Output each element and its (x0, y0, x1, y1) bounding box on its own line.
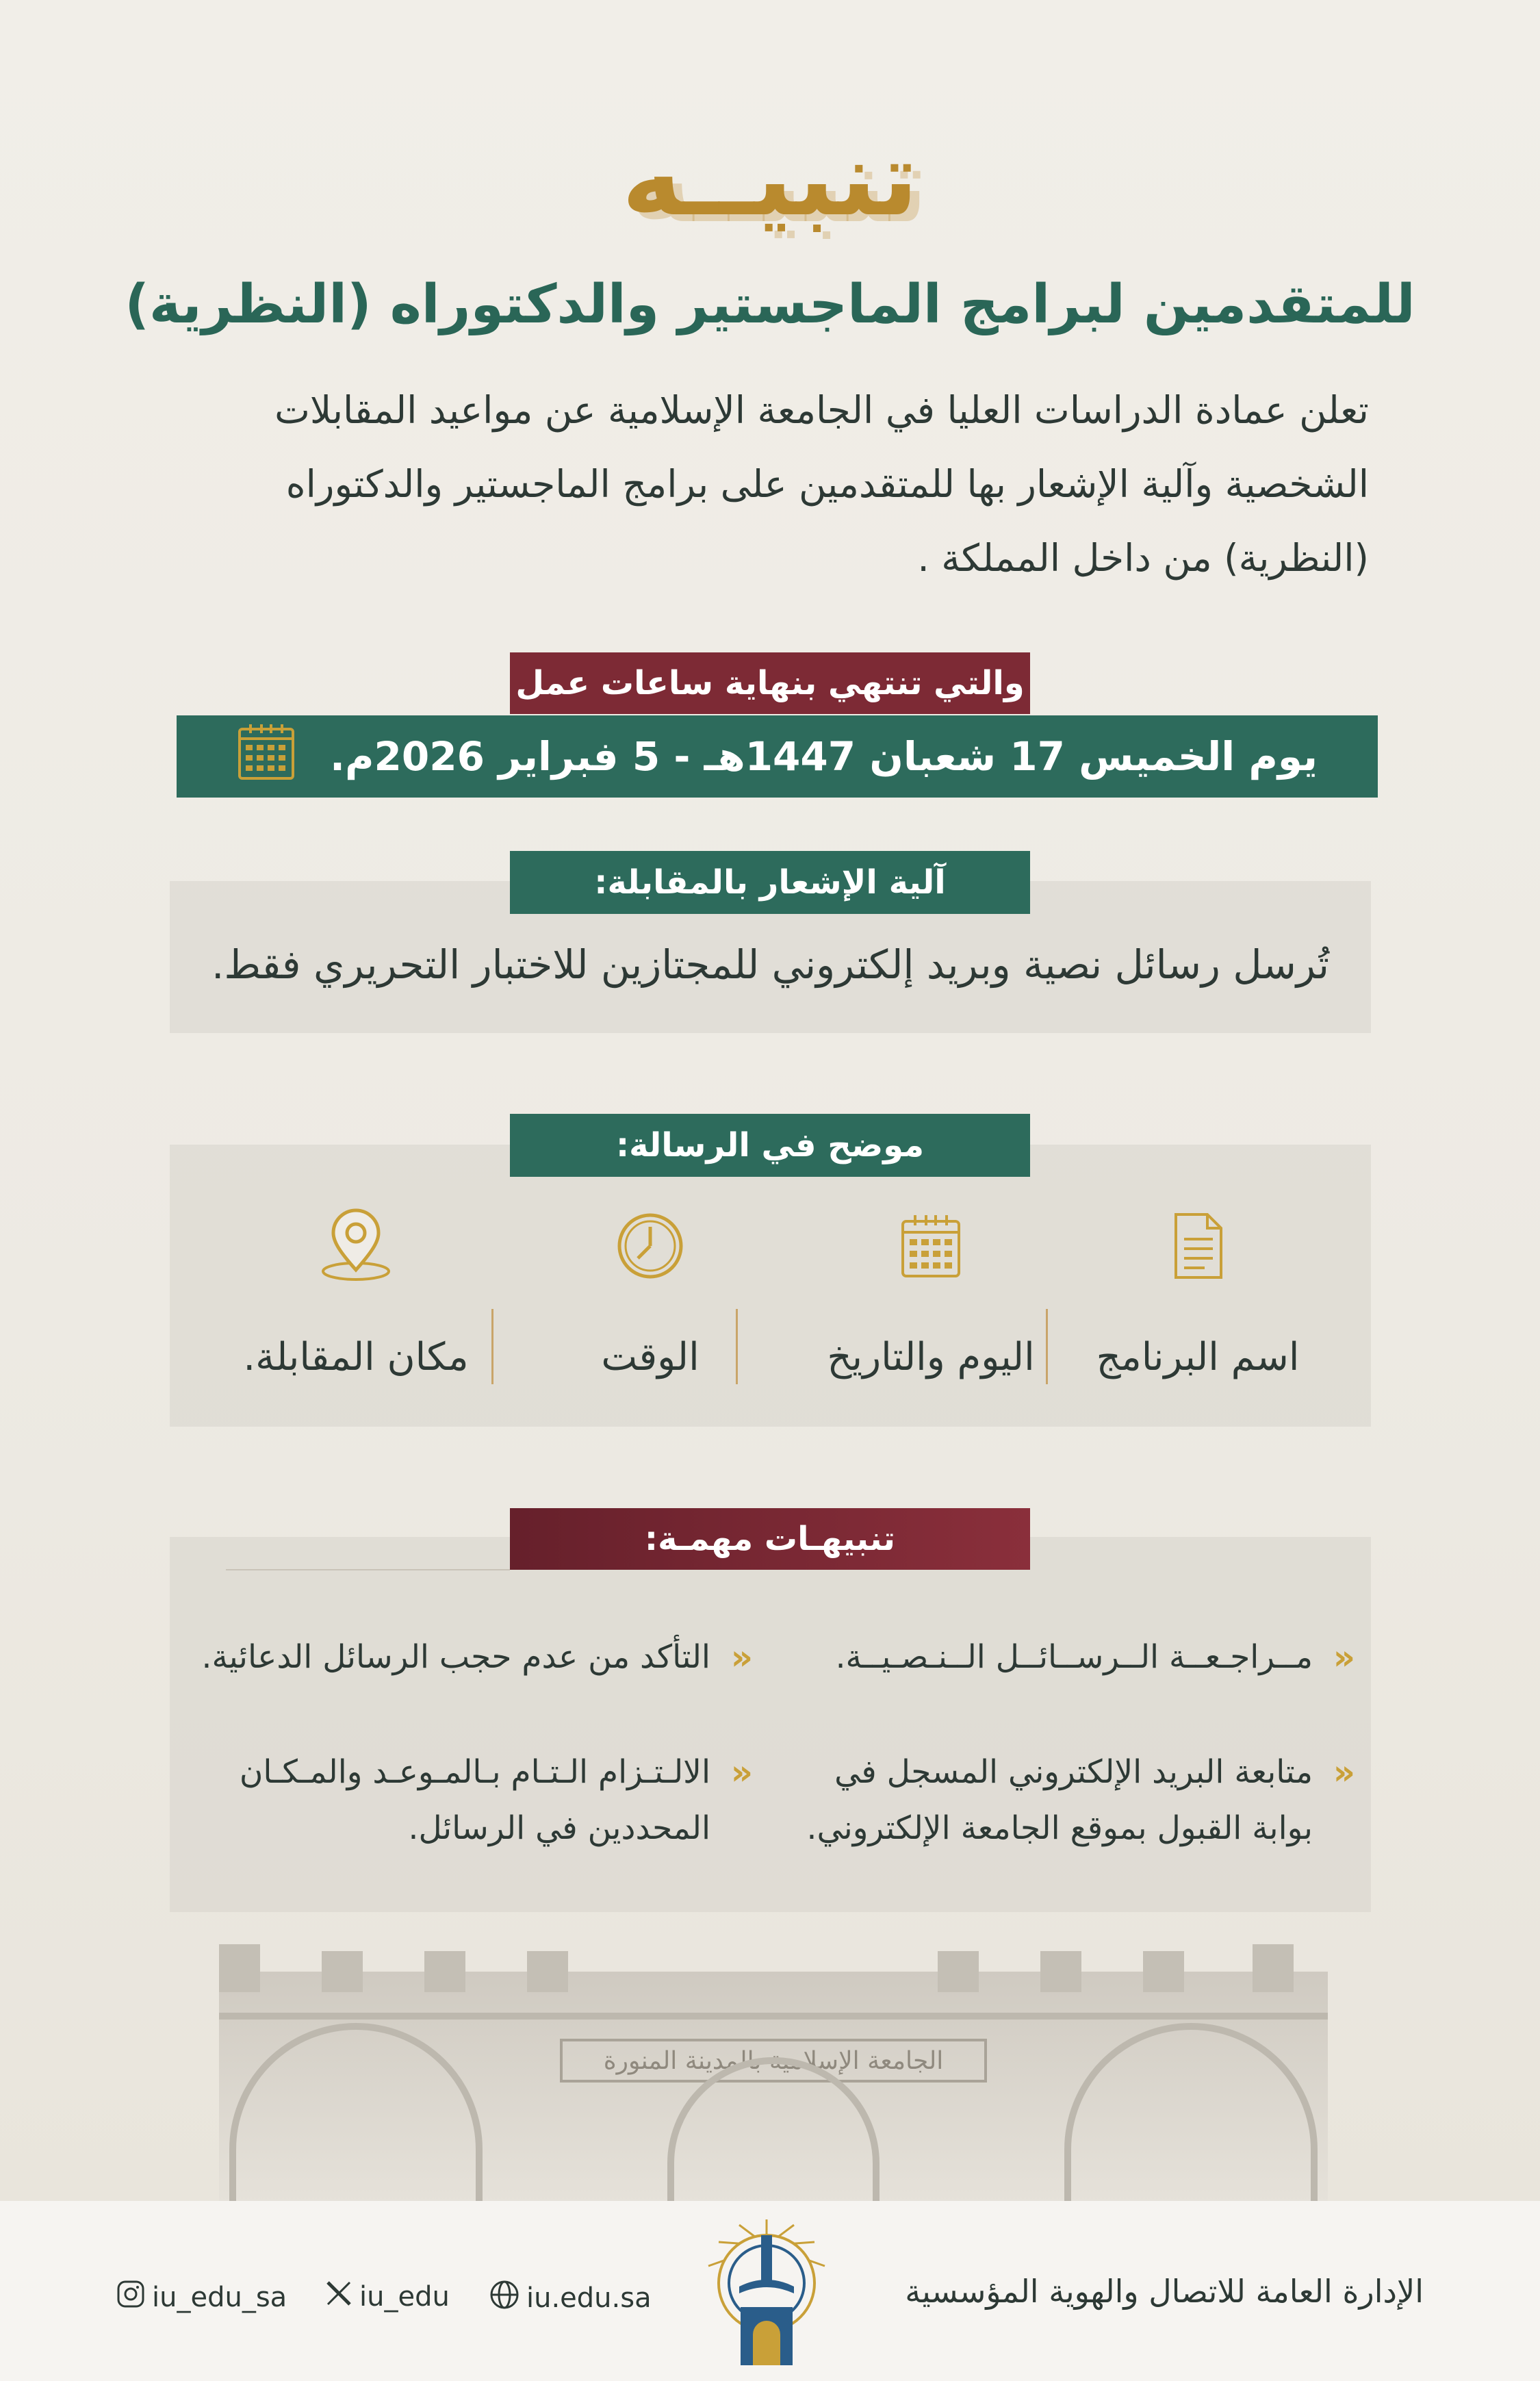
intro-line: تعلن عمادة الدراسات العليا في الجامعة الإسلامية عن مواعيد المقابلات (274, 388, 1369, 432)
x-logo-icon (325, 2280, 352, 2314)
intro-paragraph (171, 373, 1369, 595)
calendar-icon (794, 1205, 1068, 1287)
deadline-label: والتي تنتهي بنهاية ساعات عمل (510, 652, 1030, 714)
intro-line: (النظرية) من داخل المملكة . (917, 536, 1369, 580)
content-item-location (219, 1205, 493, 1379)
calendar-icon (237, 722, 296, 791)
chevron-double-icon: « (1333, 1638, 1355, 1677)
location-pin-icon (219, 1205, 493, 1287)
x-link[interactable] (325, 2280, 450, 2314)
deadline-date: يوم الخميس 17 شعبان 1447هـ - 5 فبراير 2026م. (329, 733, 1318, 780)
chevron-double-icon: « (730, 1753, 753, 1792)
chevron-double-icon: « (1333, 1753, 1355, 1792)
building-inscription: الجامعة الإسلامية بالمدينة المنورة (603, 2047, 944, 2075)
note-item (794, 1744, 1355, 1857)
notify-text: تُرسل رسائل نصية وبريد إلكتروني للمجتازين للاختبار التحريري فقط. (211, 941, 1330, 988)
note-item (794, 1629, 1355, 1685)
content-item-time (513, 1205, 787, 1379)
content-item-label: مكان المقابلة. (243, 1335, 469, 1379)
note-text: المحددين في الرسائل. (408, 1809, 710, 1847)
content-item-program (1061, 1205, 1335, 1379)
note-text: الالـتـزام الـتـام بـالمـوعـد والمـكـان (239, 1753, 710, 1791)
content-item-label: اليوم والتاريخ (827, 1335, 1035, 1379)
document-icon (1061, 1205, 1335, 1287)
globe-icon (489, 2280, 519, 2317)
content-item-label: الوقت (601, 1335, 700, 1379)
clock-icon (513, 1205, 787, 1287)
university-building-graphic (219, 1944, 1328, 2204)
chevron-double-icon: « (730, 1638, 753, 1677)
university-logo (698, 2218, 835, 2369)
instagram-link[interactable] (116, 2280, 287, 2315)
content-item-label: اسم البرنامج (1096, 1335, 1300, 1379)
deadline-bar (177, 715, 1378, 798)
website-text: iu.edu.sa (526, 2282, 652, 2314)
note-item (185, 1629, 753, 1685)
instagram-handle-text: iu_edu_sa (152, 2282, 287, 2313)
notify-label: آلية الإشعار بالمقابلة: (510, 851, 1030, 914)
note-text: بوابة القبول بموقع الجامعة الإلكتروني. (806, 1809, 1313, 1847)
note-item (185, 1744, 753, 1857)
divider (226, 1569, 510, 1570)
page-title: تنبيــه (621, 120, 919, 239)
x-handle-text: iu_edu (359, 2281, 450, 2313)
page-subtitle: للمتقدمين لبرامج الماجستير والدكتوراه (النظرية) (125, 274, 1415, 335)
note-text: متابعة البريد الإلكتروني المسجل في (834, 1753, 1313, 1791)
footer-org-name: الإدارة العامة للاتصال والهوية المؤسسية (905, 2273, 1424, 2310)
note-text: مــراجـعــة الــرســائــل الــنـصـيــة. (835, 1638, 1313, 1676)
intro-line: الشخصية وآلية الإشعار بها للمتقدمين على برامج الماجستير والدكتوراه (285, 462, 1369, 506)
website-link[interactable] (489, 2280, 652, 2317)
notes-label: تنبيهـات مهمـة: (510, 1508, 1030, 1570)
note-text: التأكد من عدم حجب الرسائل الدعائية. (201, 1638, 710, 1676)
message-content-label: موضح في الرسالة: (510, 1114, 1030, 1177)
instagram-icon (116, 2280, 145, 2315)
content-item-date (794, 1205, 1068, 1379)
